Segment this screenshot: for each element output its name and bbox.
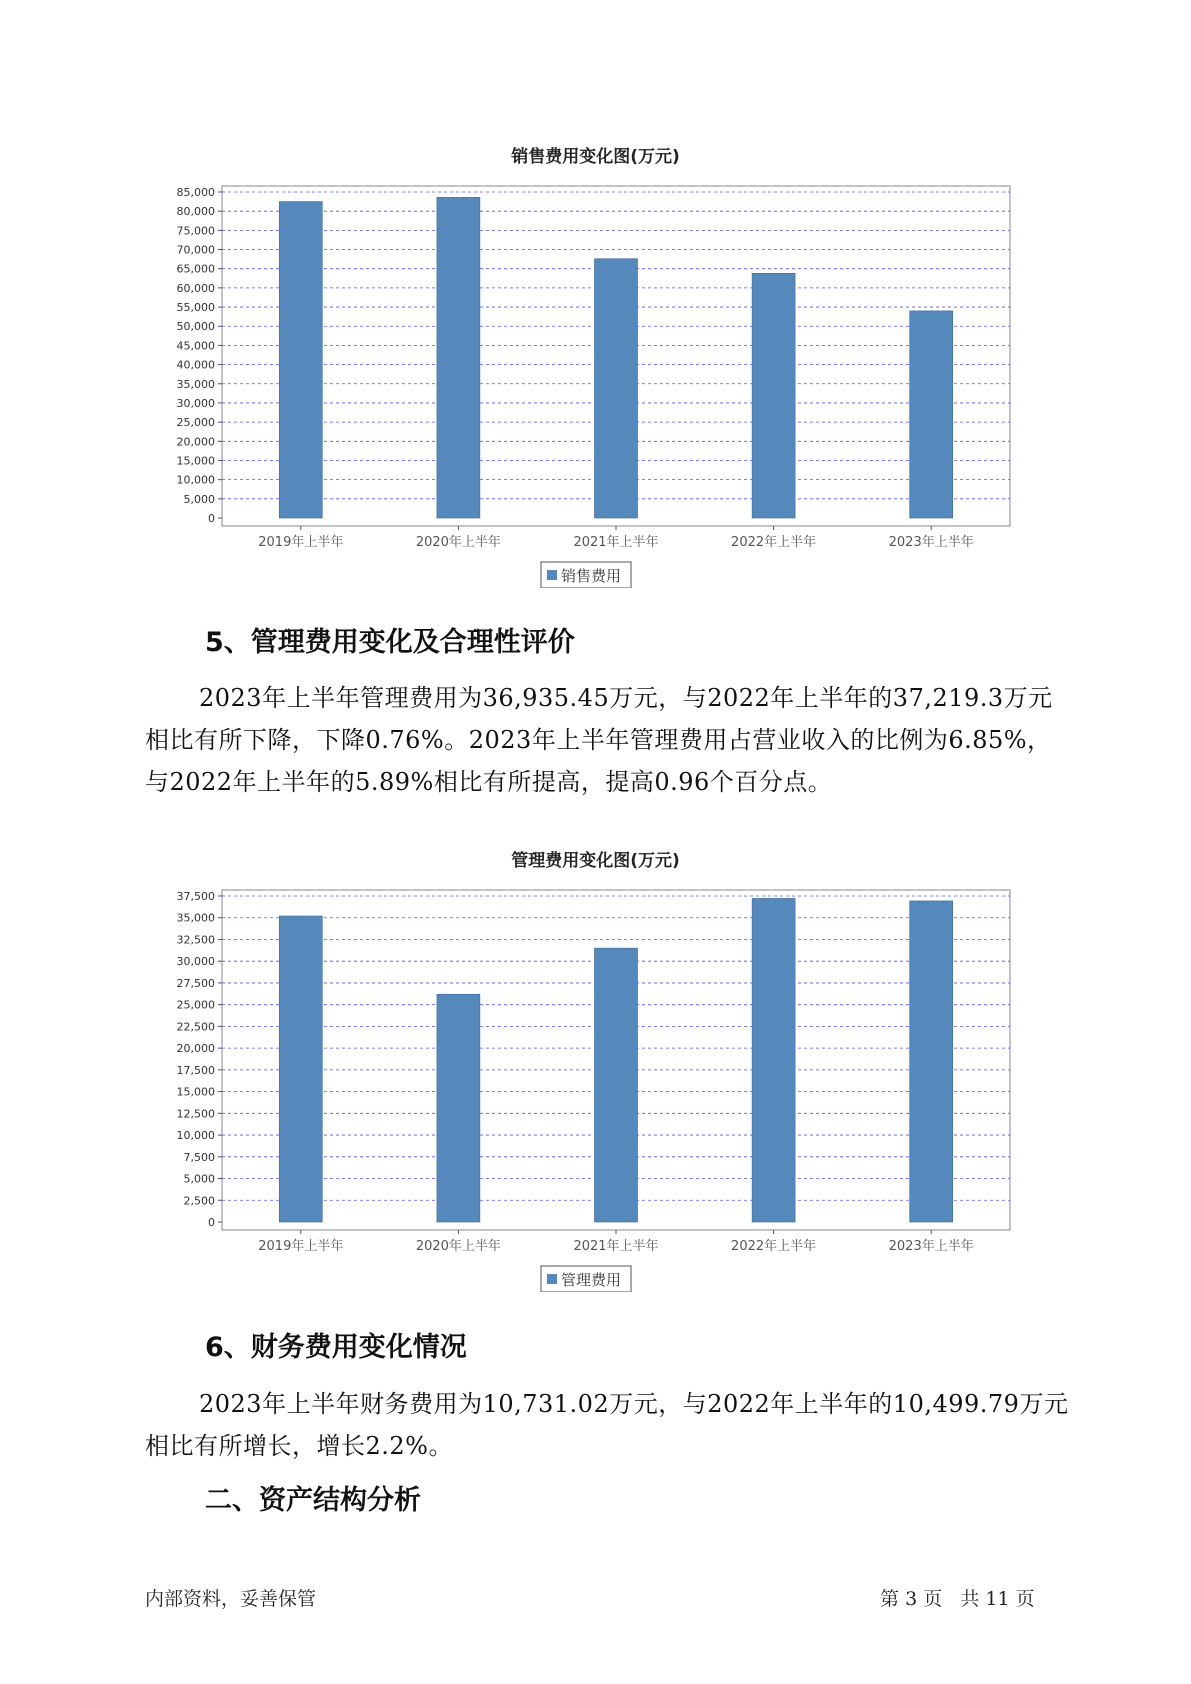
bar <box>595 259 638 518</box>
legend-label: 管理费用 <box>561 1271 622 1289</box>
y-tick-label: 5,000 <box>183 492 215 506</box>
y-tick-label: 15,000 <box>176 1085 215 1099</box>
bar <box>437 994 480 1222</box>
x-tick-label: 2022年上半年 <box>731 1239 817 1254</box>
total-suffix: 页 <box>1015 1588 1035 1610</box>
x-tick-label: 2022年上半年 <box>731 535 817 550</box>
y-tick-label: 2,500 <box>183 1194 215 1208</box>
y-tick-label: 20,000 <box>176 1042 215 1056</box>
y-tick-label: 40,000 <box>176 358 215 372</box>
y-tick-label: 65,000 <box>176 262 215 276</box>
y-tick-label: 27,500 <box>176 976 215 990</box>
bar <box>910 311 953 518</box>
y-tick-label: 60,000 <box>176 281 215 295</box>
bar <box>910 901 953 1222</box>
total-prefix: 共 <box>960 1588 980 1610</box>
y-tick-label: 45,000 <box>176 339 215 353</box>
legend <box>541 1266 631 1292</box>
bar <box>752 273 795 518</box>
page-prefix: 第 <box>880 1588 900 1610</box>
page-suffix: 页 <box>923 1588 943 1610</box>
x-tick-label: 2021年上半年 <box>573 1239 659 1254</box>
legend-swatch <box>547 1274 557 1284</box>
y-tick-label: 35,000 <box>176 377 215 391</box>
section-5-paragraph: 2023年上半年管理费用为36,935.45万元，与2022年上半年的37,219.3万元相比有所下降，下降0.76%。2023年上半年管理费用占营业收入的比例为6.85%，与2022年上半年的5.89%相比有所提高，提高0.96个百分点。 <box>145 684 1053 796</box>
y-tick-label: 75,000 <box>176 224 215 238</box>
admin-expense-chart <box>0 872 1191 1292</box>
bar <box>279 202 322 518</box>
y-tick-label: 17,500 <box>176 1063 215 1077</box>
bar <box>752 898 795 1222</box>
x-tick-label: 2019年上半年 <box>258 535 344 550</box>
y-tick-label: 10,000 <box>176 473 215 487</box>
footer-page-info <box>880 1584 1035 1611</box>
y-tick-label: 7,500 <box>183 1150 215 1164</box>
x-tick-label: 2020年上半年 <box>415 535 501 550</box>
y-tick-label: 85,000 <box>176 186 215 199</box>
x-tick-label: 2021年上半年 <box>573 535 659 550</box>
section-6-paragraph: 2023年上半年财务费用为10,731.02万元，与2022年上半年的10,499.79万元相比有所增长，增长2.2%。 <box>145 1390 1069 1460</box>
y-tick-label: 5,000 <box>183 1172 215 1186</box>
y-tick-label: 55,000 <box>176 301 215 315</box>
sales-expense-chart-title: 销售费用变化图(万元) <box>511 147 680 167</box>
y-tick-label: 32,500 <box>176 933 215 947</box>
legend-label: 销售费用 <box>561 567 622 585</box>
bar <box>595 948 638 1222</box>
y-tick-label: 0 <box>208 512 215 525</box>
x-tick-label: 2019年上半年 <box>258 1239 344 1254</box>
y-tick-label: 35,000 <box>176 911 215 925</box>
bar <box>437 197 480 518</box>
y-tick-label: 20,000 <box>176 435 215 449</box>
y-tick-label: 30,000 <box>176 955 215 969</box>
sales-expense-chart <box>0 168 1191 588</box>
part-2-heading: 二、资产结构分析 <box>205 1485 421 1516</box>
x-tick-label: 2023年上半年 <box>888 535 974 550</box>
total-pages: 11 <box>985 1588 1010 1610</box>
y-tick-label: 80,000 <box>176 205 215 219</box>
x-tick-label: 2020年上半年 <box>415 1239 501 1254</box>
legend <box>541 562 631 588</box>
section-6-heading: 6、财务费用变化情况 <box>205 1332 467 1363</box>
y-tick-label: 30,000 <box>176 396 215 410</box>
page-number: 3 <box>905 1588 918 1610</box>
legend-swatch <box>547 570 557 580</box>
y-tick-label: 25,000 <box>176 998 215 1012</box>
y-tick-label: 0 <box>208 1216 215 1229</box>
y-tick-label: 70,000 <box>176 243 215 257</box>
admin-expense-chart-title: 管理费用变化图(万元) <box>511 851 680 871</box>
y-tick-label: 50,000 <box>176 320 215 334</box>
y-tick-label: 22,500 <box>176 1020 215 1034</box>
y-tick-label: 10,000 <box>176 1129 215 1143</box>
y-tick-label: 37,500 <box>176 890 215 903</box>
footer-confidential-note: 内部资料，妥善保管 <box>145 1588 317 1610</box>
bar <box>279 916 322 1222</box>
section-5-heading: 5、管理费用变化及合理性评价 <box>205 627 575 658</box>
y-tick-label: 15,000 <box>176 454 215 468</box>
y-tick-label: 25,000 <box>176 416 215 430</box>
y-tick-label: 12,500 <box>176 1107 215 1121</box>
x-tick-label: 2023年上半年 <box>888 1239 974 1254</box>
